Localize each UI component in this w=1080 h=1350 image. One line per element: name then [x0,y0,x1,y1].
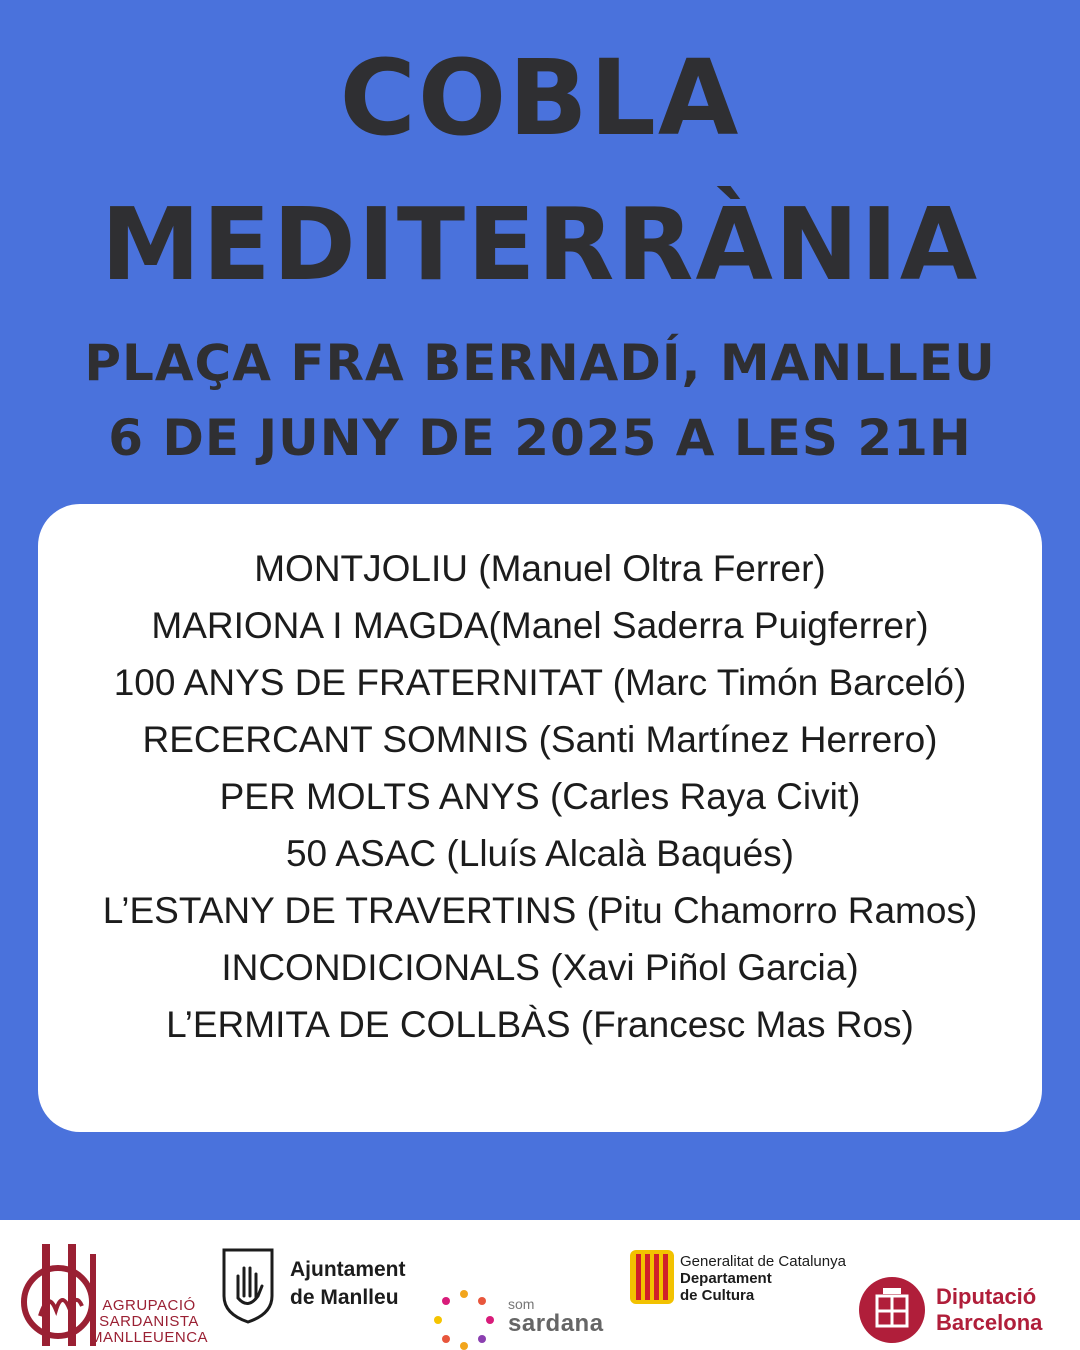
program-item: RECERCANT SOMNIS (Santi Martínez Herrero) [142,719,938,760]
agrupacio-line-1: AGRUPACIÓ [102,1297,196,1314]
agrupacio-line-3: MANLLEUENCA [90,1329,209,1346]
generalitat-name [680,1253,846,1304]
event-datetime: 6 DE JUNY DE 2025 A LES 21H [108,409,972,467]
program-item: MONTJOLIU (Manuel Oltra Ferrer) [254,548,826,589]
ajuntament-line-2: de Manlleu [290,1286,399,1309]
title-line-2: MEDITERRÀNIA [100,186,980,303]
program-item: INCONDICIONALS (Xavi Piñol Garcia) [221,947,859,988]
generalitat-line-3: de Cultura [680,1287,755,1304]
agrupacio-line-2: SARDANISTA [99,1313,199,1330]
generalitat-emblem-icon [630,1250,674,1304]
program-item: MARIONA I MAGDA(Manel Saderra Puigferrer) [151,605,929,646]
title-line-1: COBLA [339,37,741,159]
program-item: L’ESTANY DE TRAVERTINS (Pitu Chamorro Ramos) [102,890,978,931]
diputacio-line-1: Diputació [936,1284,1037,1309]
event-place: PLAÇA FRA BERNADÍ, MANLLEU [84,334,996,392]
som-sardana-big: sardana [508,1310,604,1337]
diputacio-line-2: Barcelona [936,1310,1043,1335]
program-item: 100 ANYS DE FRATERNITAT (Marc Timón Barceló) [113,662,967,703]
generalitat-line-2: Departament [680,1270,772,1287]
program-item: L’ERMITA DE COLLBÀS (Francesc Mas Ros) [166,1004,914,1045]
diputacio-emblem-icon [858,1276,926,1344]
program-item: PER MOLTS ANYS (Carles Raya Civit) [219,776,861,817]
agrupacio-name [90,1298,208,1346]
ajuntament-name [290,1256,406,1312]
som-sardana-small: som [508,1296,535,1312]
manlleu-shield-icon [220,1246,276,1324]
som-sardana-ring-icon [434,1290,494,1350]
program-card [38,504,1042,1132]
sponsors-footer [0,1220,1080,1350]
ajuntament-line-1: Ajuntament [290,1258,406,1281]
generalitat-line-1: Generalitat de Catalunya [680,1253,846,1270]
diputacio-name [936,1284,1042,1336]
program-list [38,540,1042,1053]
som-sardana-name [508,1296,604,1336]
program-item: 50 ASAC (Lluís Alcalà Baqués) [285,833,794,874]
